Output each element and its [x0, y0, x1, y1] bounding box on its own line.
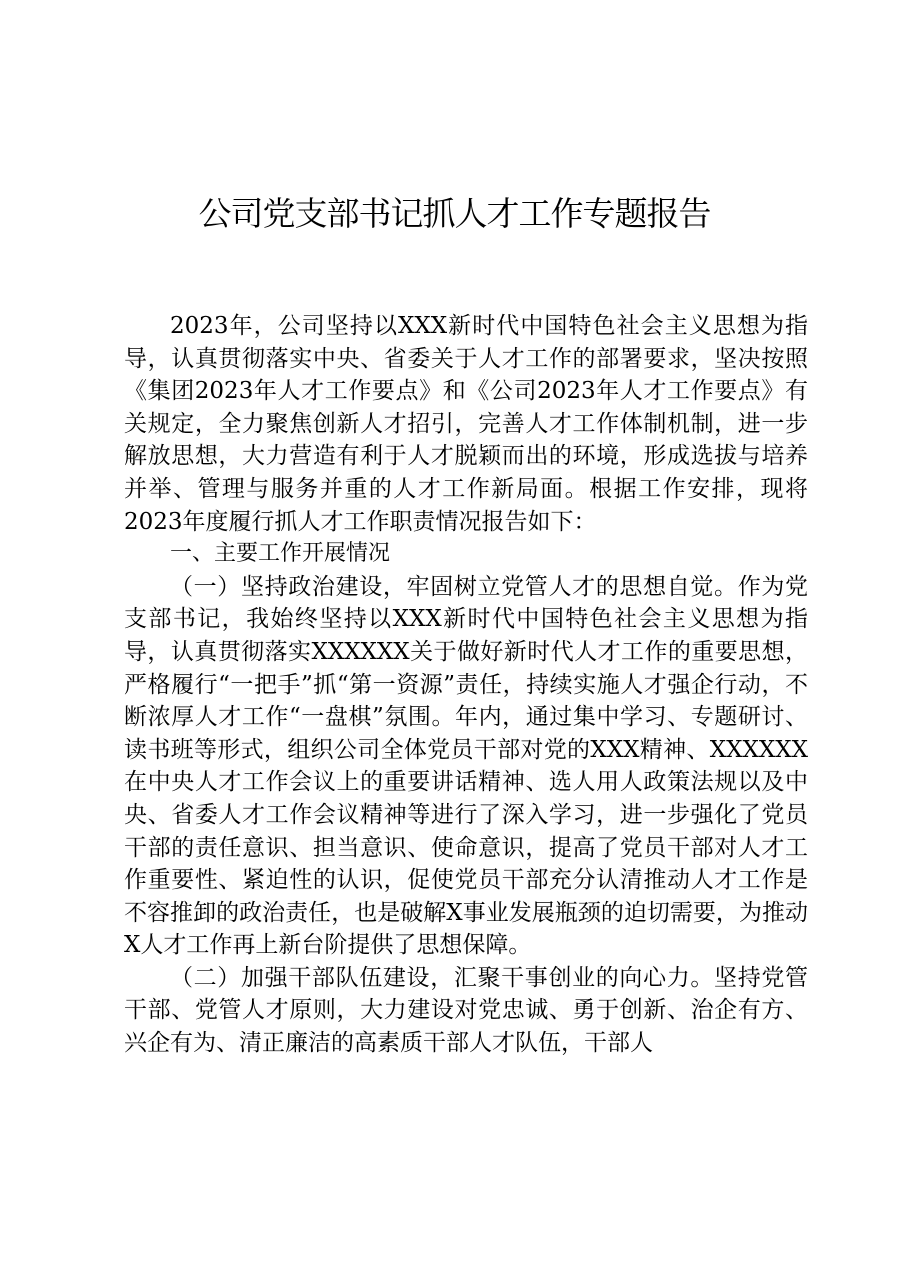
document-body — [124, 310, 808, 1060]
document-title: 公司党支部书记抓人才工作专题报告 — [198, 194, 711, 233]
intro-paragraph: 2023年，公司坚持以XXX新时代中国特色社会主义思想为指导，认真贯彻落实中央、省委关于人才工作的部署要求，坚决按照《集团2023年人才工作要点》和《公司2023年人才工作要点》有关规定，全力聚焦创新人才招引，完善人才工作体制机制，进一步解放思想，大力营造有利于人才脱颖而出的环境，形成选拔与培养并举、管理与服务并重的人才工作新局面。根据工作安排，现将2023年度履行抓人才工作职责情况报告如下： — [124, 313, 808, 535]
section-heading: 一、主要工作开展情况 — [170, 541, 391, 567]
body-paragraph-cadre-team: （二）加强干部队伍建设，汇聚干事创业的向心力。坚持党管干部、党管人才原则，大力建设对党忠诚、勇于创新、治企有方、兴企有为、清正廉洁的高素质干部人才队伍，干部人 — [124, 964, 808, 1057]
body-paragraph-political-construction: （一）坚持政治建设，牢固树立党管人才的思想自觉。作为党支部书记，我始终坚持以XXX新时代中国特色社会主义思想为指导，认真贯彻落实XXXXXX关于做好新时代人才工作的重要思想，严格履行“一把手”抓“第一资源”责任，持续实施人才强企行动，不断浓厚人才工作“一盘棋”氛围。年内，通过集中学习、专题研讨、读书班等形式，组织公司全体党员干部对党的XXX精神、XXXXXX在中央人才工作会议上的重要讲话精神、选人用人政策法规以及中央、省委人才工作会议精神等进行了深入学习，进一步强化了党员干部的责任意识、担当意识、使命意识，提高了党员干部对人才工作重要性、紧迫性的认识，促使党员干部充分认清推动人才工作是不容推卸的政治责任，也是破解X事业发展瓶颈的迫切需要，为推动X人才工作再上新台阶提供了思想保障。 — [124, 573, 808, 959]
